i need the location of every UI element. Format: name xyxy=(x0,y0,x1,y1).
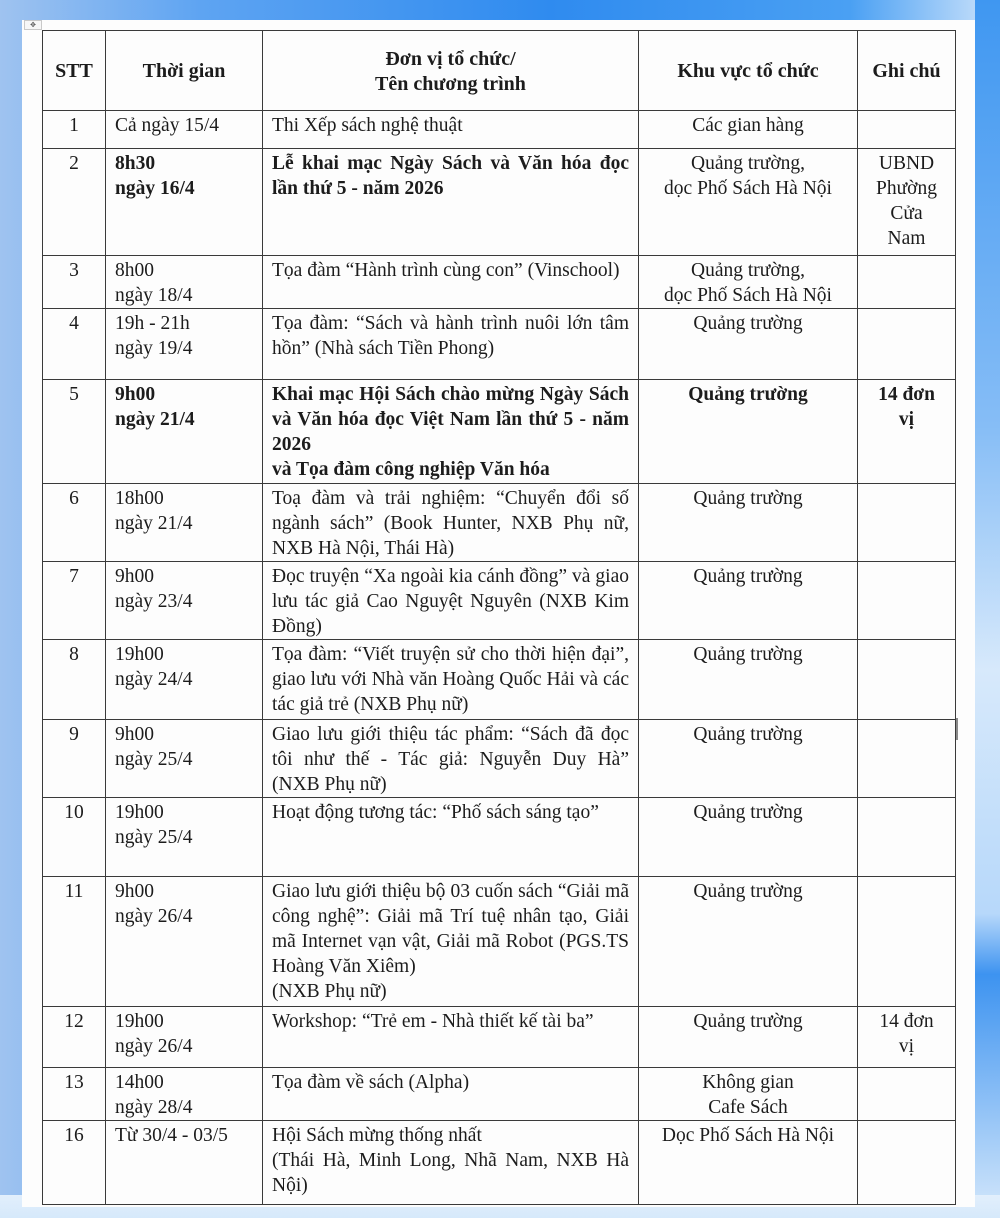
table-body xyxy=(43,111,956,1205)
cell-time xyxy=(106,877,263,1007)
header-area: Khu vực tổ chức xyxy=(639,31,858,111)
cell-program xyxy=(263,1068,639,1121)
cell-note xyxy=(858,720,956,798)
cell-area xyxy=(639,720,858,798)
cell-time-line: ngày 16/4 xyxy=(115,178,195,199)
cell-program-line: Giao lưu giới thiệu bộ 03 cuốn sách “Giải mã công nghệ”: Giải mã Trí tuệ nhân tạo, Giải mã Internet vạn vật, Giải mã Robot (PGS.TS Hoàng Văn Xiêm) xyxy=(272,881,629,977)
cell-time-line: ngày 26/4 xyxy=(115,1036,193,1057)
cell-time-line: 9h00 xyxy=(115,881,154,902)
cell-stt: 8 xyxy=(43,640,106,720)
cell-stt: 4 xyxy=(43,309,106,380)
cell-time xyxy=(106,1007,263,1068)
cell-time-line: ngày 26/4 xyxy=(115,906,193,927)
cell-program-line: (Thái Hà, Minh Long, Nhã Nam, NXB Hà Nội) xyxy=(272,1150,629,1196)
cell-time xyxy=(106,256,263,309)
cell-area-line: Quảng trường xyxy=(693,488,803,509)
table-row xyxy=(43,877,956,1007)
cell-time-line: 9h00 xyxy=(115,724,154,745)
cell-area-line: Quảng trường xyxy=(693,724,803,745)
cell-note xyxy=(858,877,956,1007)
cell-program xyxy=(263,1007,639,1068)
cell-time-line: ngày 25/4 xyxy=(115,827,193,848)
cell-area-line: Quảng trường xyxy=(693,644,803,665)
cell-stt: 11 xyxy=(43,877,106,1007)
cell-stt: 6 xyxy=(43,484,106,562)
cell-area-line: Cafe Sách xyxy=(708,1097,788,1118)
header-program-line2: Tên chương trình xyxy=(375,72,526,95)
cell-area-line: Quảng trường xyxy=(693,1011,803,1032)
cell-time-line: ngày 19/4 xyxy=(115,338,193,359)
cell-area xyxy=(639,380,858,484)
cell-time-line: ngày 24/4 xyxy=(115,669,193,690)
cell-note xyxy=(858,256,956,309)
cell-stt: 7 xyxy=(43,562,106,640)
cell-area xyxy=(639,309,858,380)
cell-program-line: (NXB Phụ nữ) xyxy=(272,981,387,1002)
cell-time-line: ngày 28/4 xyxy=(115,1097,193,1118)
table-header-row xyxy=(43,31,956,111)
cell-time-line: ngày 21/4 xyxy=(115,513,193,534)
header-time: Thời gian xyxy=(106,31,263,111)
cell-program xyxy=(263,640,639,720)
cell-program-line: Tọa đàm: “Viết truyện sử cho thời hiện đại”, giao lưu với Nhà văn Hoàng Quốc Hải và các tác giả trẻ (NXB Phụ nữ) xyxy=(272,644,629,715)
cell-program-line: Thi Xếp sách nghệ thuật xyxy=(272,115,463,136)
cell-program xyxy=(263,798,639,877)
cell-area-line: dọc Phố Sách Hà Nội xyxy=(664,285,832,306)
cell-area-line: Quảng trường, xyxy=(690,153,806,174)
cell-note xyxy=(858,798,956,877)
table-row xyxy=(43,484,956,562)
cell-time xyxy=(106,380,263,484)
cell-area xyxy=(639,877,858,1007)
cell-note-line: Phường xyxy=(876,178,937,199)
cell-area xyxy=(639,1068,858,1121)
cell-note-line: 14 đơn xyxy=(878,384,935,405)
cell-area-line: Các gian hàng xyxy=(692,115,804,136)
cell-stt: 3 xyxy=(43,256,106,309)
cell-program-line: Tọa đàm “Hành trình cùng con” (Vinschool) xyxy=(272,260,620,281)
cell-area xyxy=(639,562,858,640)
cell-program-line: Lễ khai mạc Ngày Sách và Văn hóa đọc lần thứ 5 - năm 2026 xyxy=(272,153,629,199)
cell-program xyxy=(263,111,639,149)
cell-note xyxy=(858,1007,956,1068)
cell-program xyxy=(263,562,639,640)
cell-stt: 13 xyxy=(43,1068,106,1121)
table-row xyxy=(43,640,956,720)
cell-time xyxy=(106,798,263,877)
table-row xyxy=(43,380,956,484)
header-program-line1: Đơn vị tổ chức/ xyxy=(385,47,516,70)
header-stt: STT xyxy=(43,31,106,111)
cell-area xyxy=(639,111,858,149)
cell-stt: 1 xyxy=(43,111,106,149)
cell-area-line: Quảng trường xyxy=(688,384,808,405)
cell-program xyxy=(263,877,639,1007)
table-row xyxy=(43,798,956,877)
cell-program xyxy=(263,309,639,380)
cell-program-line: Giao lưu giới thiệu tác phẩm: “Sách đã đọc tôi như thế - Tác giả: Nguyễn Duy Hà” (NXB Phụ nữ) xyxy=(272,724,629,795)
cell-time-line: Cả ngày 15/4 xyxy=(115,115,219,136)
cell-program xyxy=(263,720,639,798)
cell-area-line: Quảng trường xyxy=(693,802,803,823)
cell-time-line: ngày 18/4 xyxy=(115,285,193,306)
cell-time-line: 8h30 xyxy=(115,153,156,174)
cell-time xyxy=(106,111,263,149)
cell-area-line: Không gian xyxy=(702,1072,794,1093)
header-note: Ghi chú xyxy=(858,31,956,111)
cell-time-line: 19h00 xyxy=(115,644,164,665)
cell-stt: 12 xyxy=(43,1007,106,1068)
cell-note-line: Nam xyxy=(887,228,926,249)
cell-area xyxy=(639,798,858,877)
table-move-handle-icon[interactable]: ✥ xyxy=(24,20,42,30)
cell-time-line: 9h00 xyxy=(115,384,156,405)
cell-note-line: UBND xyxy=(878,153,935,174)
event-schedule-table xyxy=(42,30,956,1205)
cell-program-line: Hoạt động tương tác: “Phố sách sáng tạo” xyxy=(272,802,599,823)
cell-note xyxy=(858,1121,956,1205)
cell-note xyxy=(858,380,956,484)
cell-time-line: 14h00 xyxy=(115,1072,164,1093)
cell-time xyxy=(106,562,263,640)
cell-program-line: Workshop: “Trẻ em - Nhà thiết kế tài ba” xyxy=(272,1011,594,1032)
cell-time xyxy=(106,1121,263,1205)
cell-program xyxy=(263,256,639,309)
cell-note xyxy=(858,1068,956,1121)
cell-time-line: Từ 30/4 - 03/5 xyxy=(115,1125,228,1146)
cell-time xyxy=(106,149,263,256)
cell-time-line: 19h00 xyxy=(115,1011,164,1032)
cell-time-line: ngày 23/4 xyxy=(115,591,193,612)
table-row xyxy=(43,149,956,256)
cell-time xyxy=(106,720,263,798)
cell-note xyxy=(858,562,956,640)
table-row xyxy=(43,111,956,149)
cell-time-line: 19h00 xyxy=(115,802,164,823)
cell-area xyxy=(639,640,858,720)
cell-area-line: Quảng trường xyxy=(693,881,803,902)
cell-area-line: Quảng trường xyxy=(693,566,803,587)
cell-program-line: Tọa đàm: “Sách và hành trình nuôi lớn tâm hồn” (Nhà sách Tiền Phong) xyxy=(272,313,629,359)
cell-note-line: Cửa xyxy=(890,203,923,224)
cell-area-line: Quảng trường, xyxy=(690,260,806,281)
cell-area-line: Quảng trường xyxy=(693,313,803,334)
cell-program xyxy=(263,380,639,484)
table-row xyxy=(43,256,956,309)
cell-program xyxy=(263,149,639,256)
cell-program xyxy=(263,484,639,562)
cell-area-line: Dọc Phố Sách Hà Nội xyxy=(661,1125,835,1146)
cell-area xyxy=(639,256,858,309)
table-row xyxy=(43,309,956,380)
cell-note-line: vị xyxy=(898,409,915,430)
cell-time-line: ngày 25/4 xyxy=(115,749,193,770)
cell-time-line: 19h - 21h xyxy=(115,313,190,334)
cell-stt: 2 xyxy=(43,149,106,256)
table-row xyxy=(43,1121,956,1205)
header-program xyxy=(263,31,639,111)
cell-program-line: Khai mạc Hội Sách chào mừng Ngày Sách và Văn hóa đọc Việt Nam lần thứ 5 - năm 2026 xyxy=(272,384,629,455)
cell-program xyxy=(263,1121,639,1205)
cell-note xyxy=(858,309,956,380)
cell-note xyxy=(858,149,956,256)
cell-area xyxy=(639,1007,858,1068)
cell-area xyxy=(639,484,858,562)
cell-program-line: Tọa đàm về sách (Alpha) xyxy=(272,1072,470,1093)
cell-program-line: Đọc truyện “Xa ngoài kia cánh đồng” và giao lưu tác giả Cao Nguyệt Nguyên (NXB Kim Đồng) xyxy=(272,566,629,637)
cell-program-line: Hội Sách mừng thống nhất xyxy=(272,1125,482,1146)
cell-program-line: và Tọa đàm công nghiệp Văn hóa xyxy=(272,459,550,480)
cell-note xyxy=(858,484,956,562)
table-row xyxy=(43,720,956,798)
cell-time xyxy=(106,309,263,380)
cell-time-line: 18h00 xyxy=(115,488,164,509)
table-row xyxy=(43,562,956,640)
cell-stt: 10 xyxy=(43,798,106,877)
cell-area xyxy=(639,1121,858,1205)
cell-time-line: ngày 21/4 xyxy=(115,409,195,430)
cell-stt: 5 xyxy=(43,380,106,484)
cell-program-line: Toạ đàm và trải nghiệm: “Chuyển đổi số ngành sách” (Book Hunter, NXB Phụ nữ, NXB Hà Nội, Thái Hà) xyxy=(272,488,629,559)
cell-time xyxy=(106,484,263,562)
cell-note xyxy=(858,111,956,149)
cell-stt: 16 xyxy=(43,1121,106,1205)
cell-area-line: dọc Phố Sách Hà Nội xyxy=(664,178,832,199)
cell-stt: 9 xyxy=(43,720,106,798)
table-row xyxy=(43,1068,956,1121)
cell-time-line: 8h00 xyxy=(115,260,154,281)
cell-note xyxy=(858,640,956,720)
background-right-panel xyxy=(975,0,1000,1218)
cell-area xyxy=(639,149,858,256)
cell-note-line: vị xyxy=(898,1036,915,1057)
cell-note-line: 14 đơn xyxy=(879,1011,934,1032)
cell-time xyxy=(106,640,263,720)
table-row xyxy=(43,1007,956,1068)
cell-time xyxy=(106,1068,263,1121)
cell-time-line: 9h00 xyxy=(115,566,154,587)
